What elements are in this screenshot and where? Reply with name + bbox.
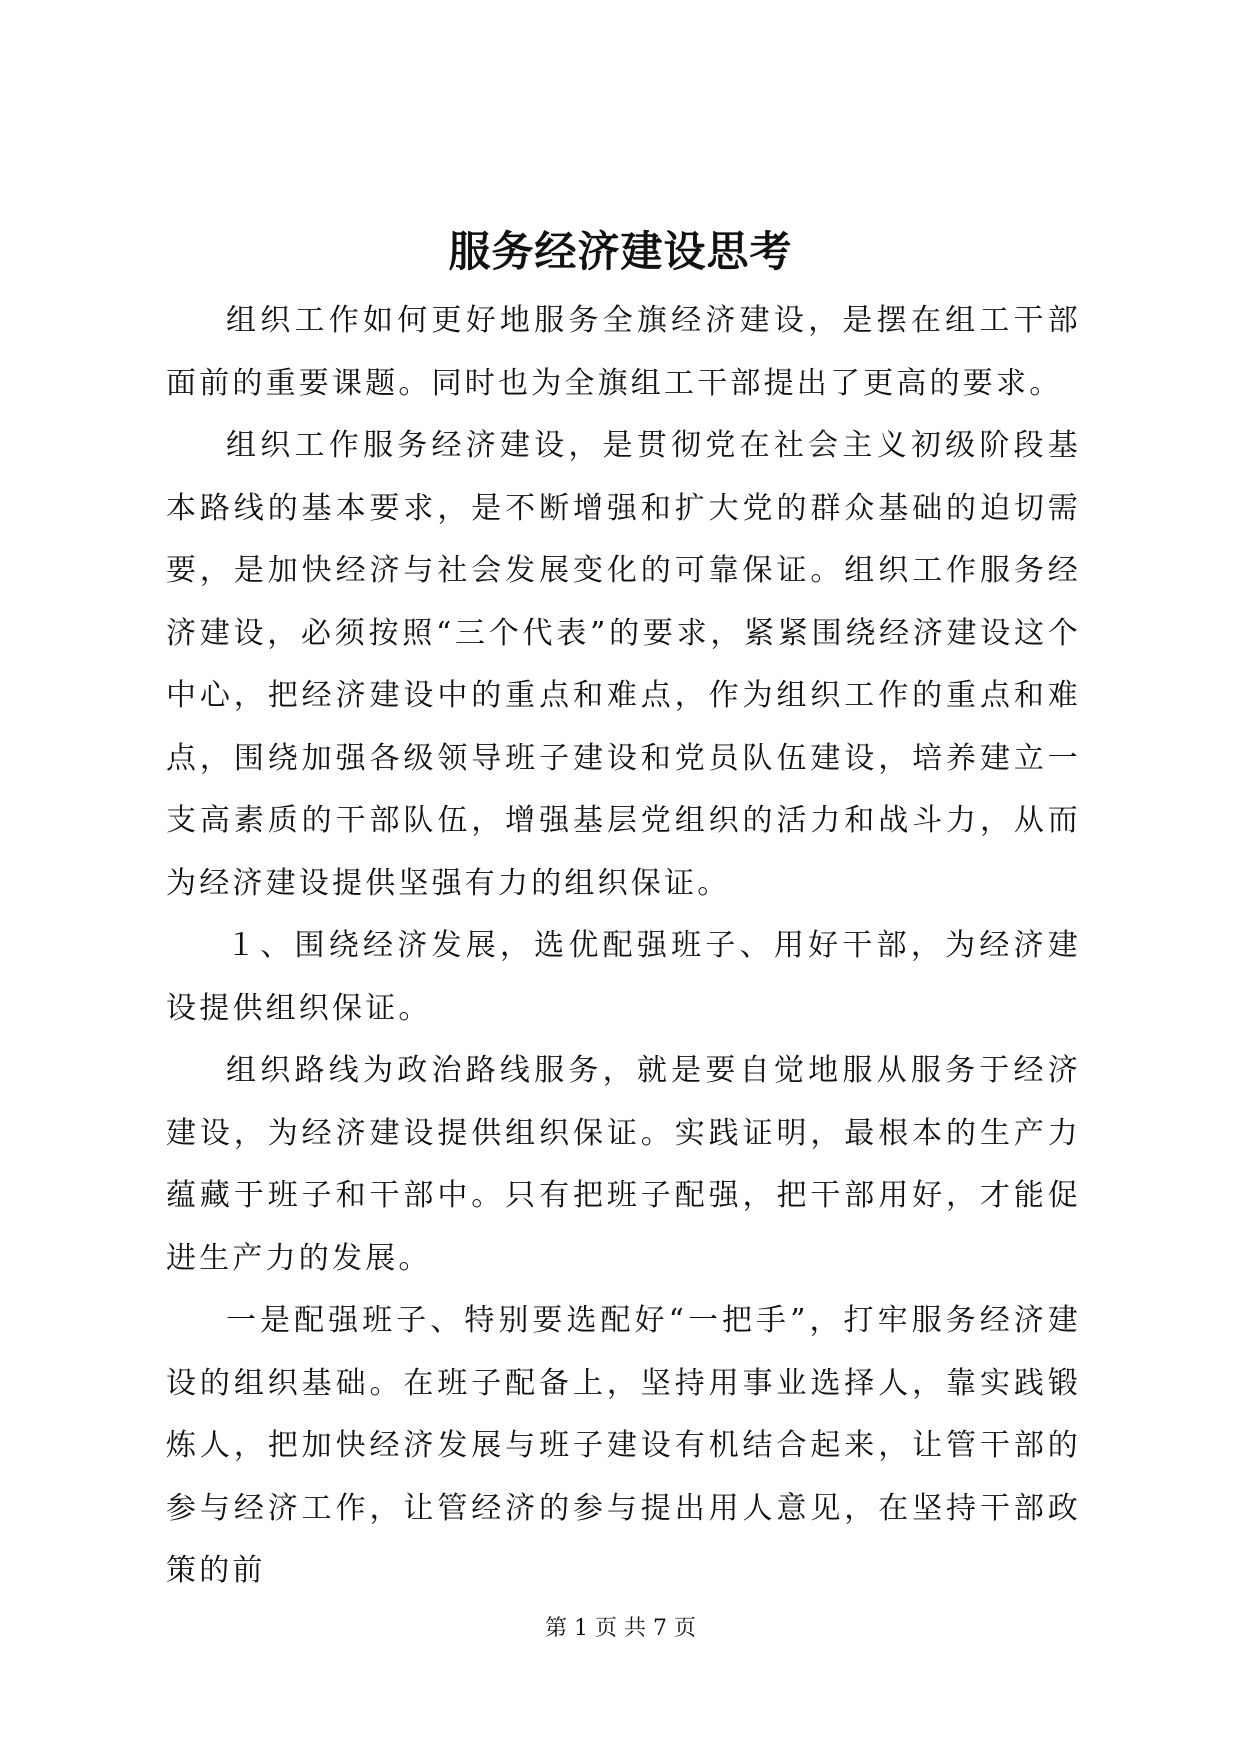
paragraph: 组织路线为政治路线服务，就是要自觉地服从服务于经济建设，为经济建设提供组织保证。实践证明，最根本的生产力蕴藏于班子和干部中。只有把班子配强，把干部用好，才能促进生产力的发展。 (166, 1053, 1081, 1276)
paragraph: １、围绕经济发展，选优配强班子、用好干部，为经济建设提供组织保证。 (166, 928, 1081, 1026)
paragraph: 组织工作如何更好地服务全旗经济建设，是摆在组工干部面前的重要课题。同时也为全旗组工干部提出了更高的要求。 (166, 303, 1081, 401)
document-title: 服务经济建设思考 (448, 227, 793, 276)
document-body (166, 290, 1081, 1603)
page-footer: 第 1 页 共 7 页 (545, 1616, 696, 1641)
paragraph: 组织工作服务经济建设，是贯彻党在社会主义初级阶段基本路线的基本要求，是不断增强和扩大党的群众基础的迫切需要，是加快经济与社会发展变化的可靠保证。组织工作服务经济建设，必须按照“三个代表”的要求，紧紧围绕经济建设这个中心，把经济建设中的重点和难点，作为组织工作的重点和难点，围绕加强各级领导班子建设和党员队伍建设，培养建立一支高素质的干部队伍，增强基层党组织的活力和战斗力，从而为经济建设提供坚强有力的组织保证。 (166, 428, 1081, 901)
paragraph: 一是配强班子、特别要选配好“一把手”，打牢服务经济建设的组织基础。在班子配备上，坚持用事业选择人，靠实践锻炼人，把加快经济发展与班子建设有机结合起来，让管干部的参与经济工作，让管经济的参与提出用人意见，在坚持干部政策的前 (166, 1303, 1081, 1588)
